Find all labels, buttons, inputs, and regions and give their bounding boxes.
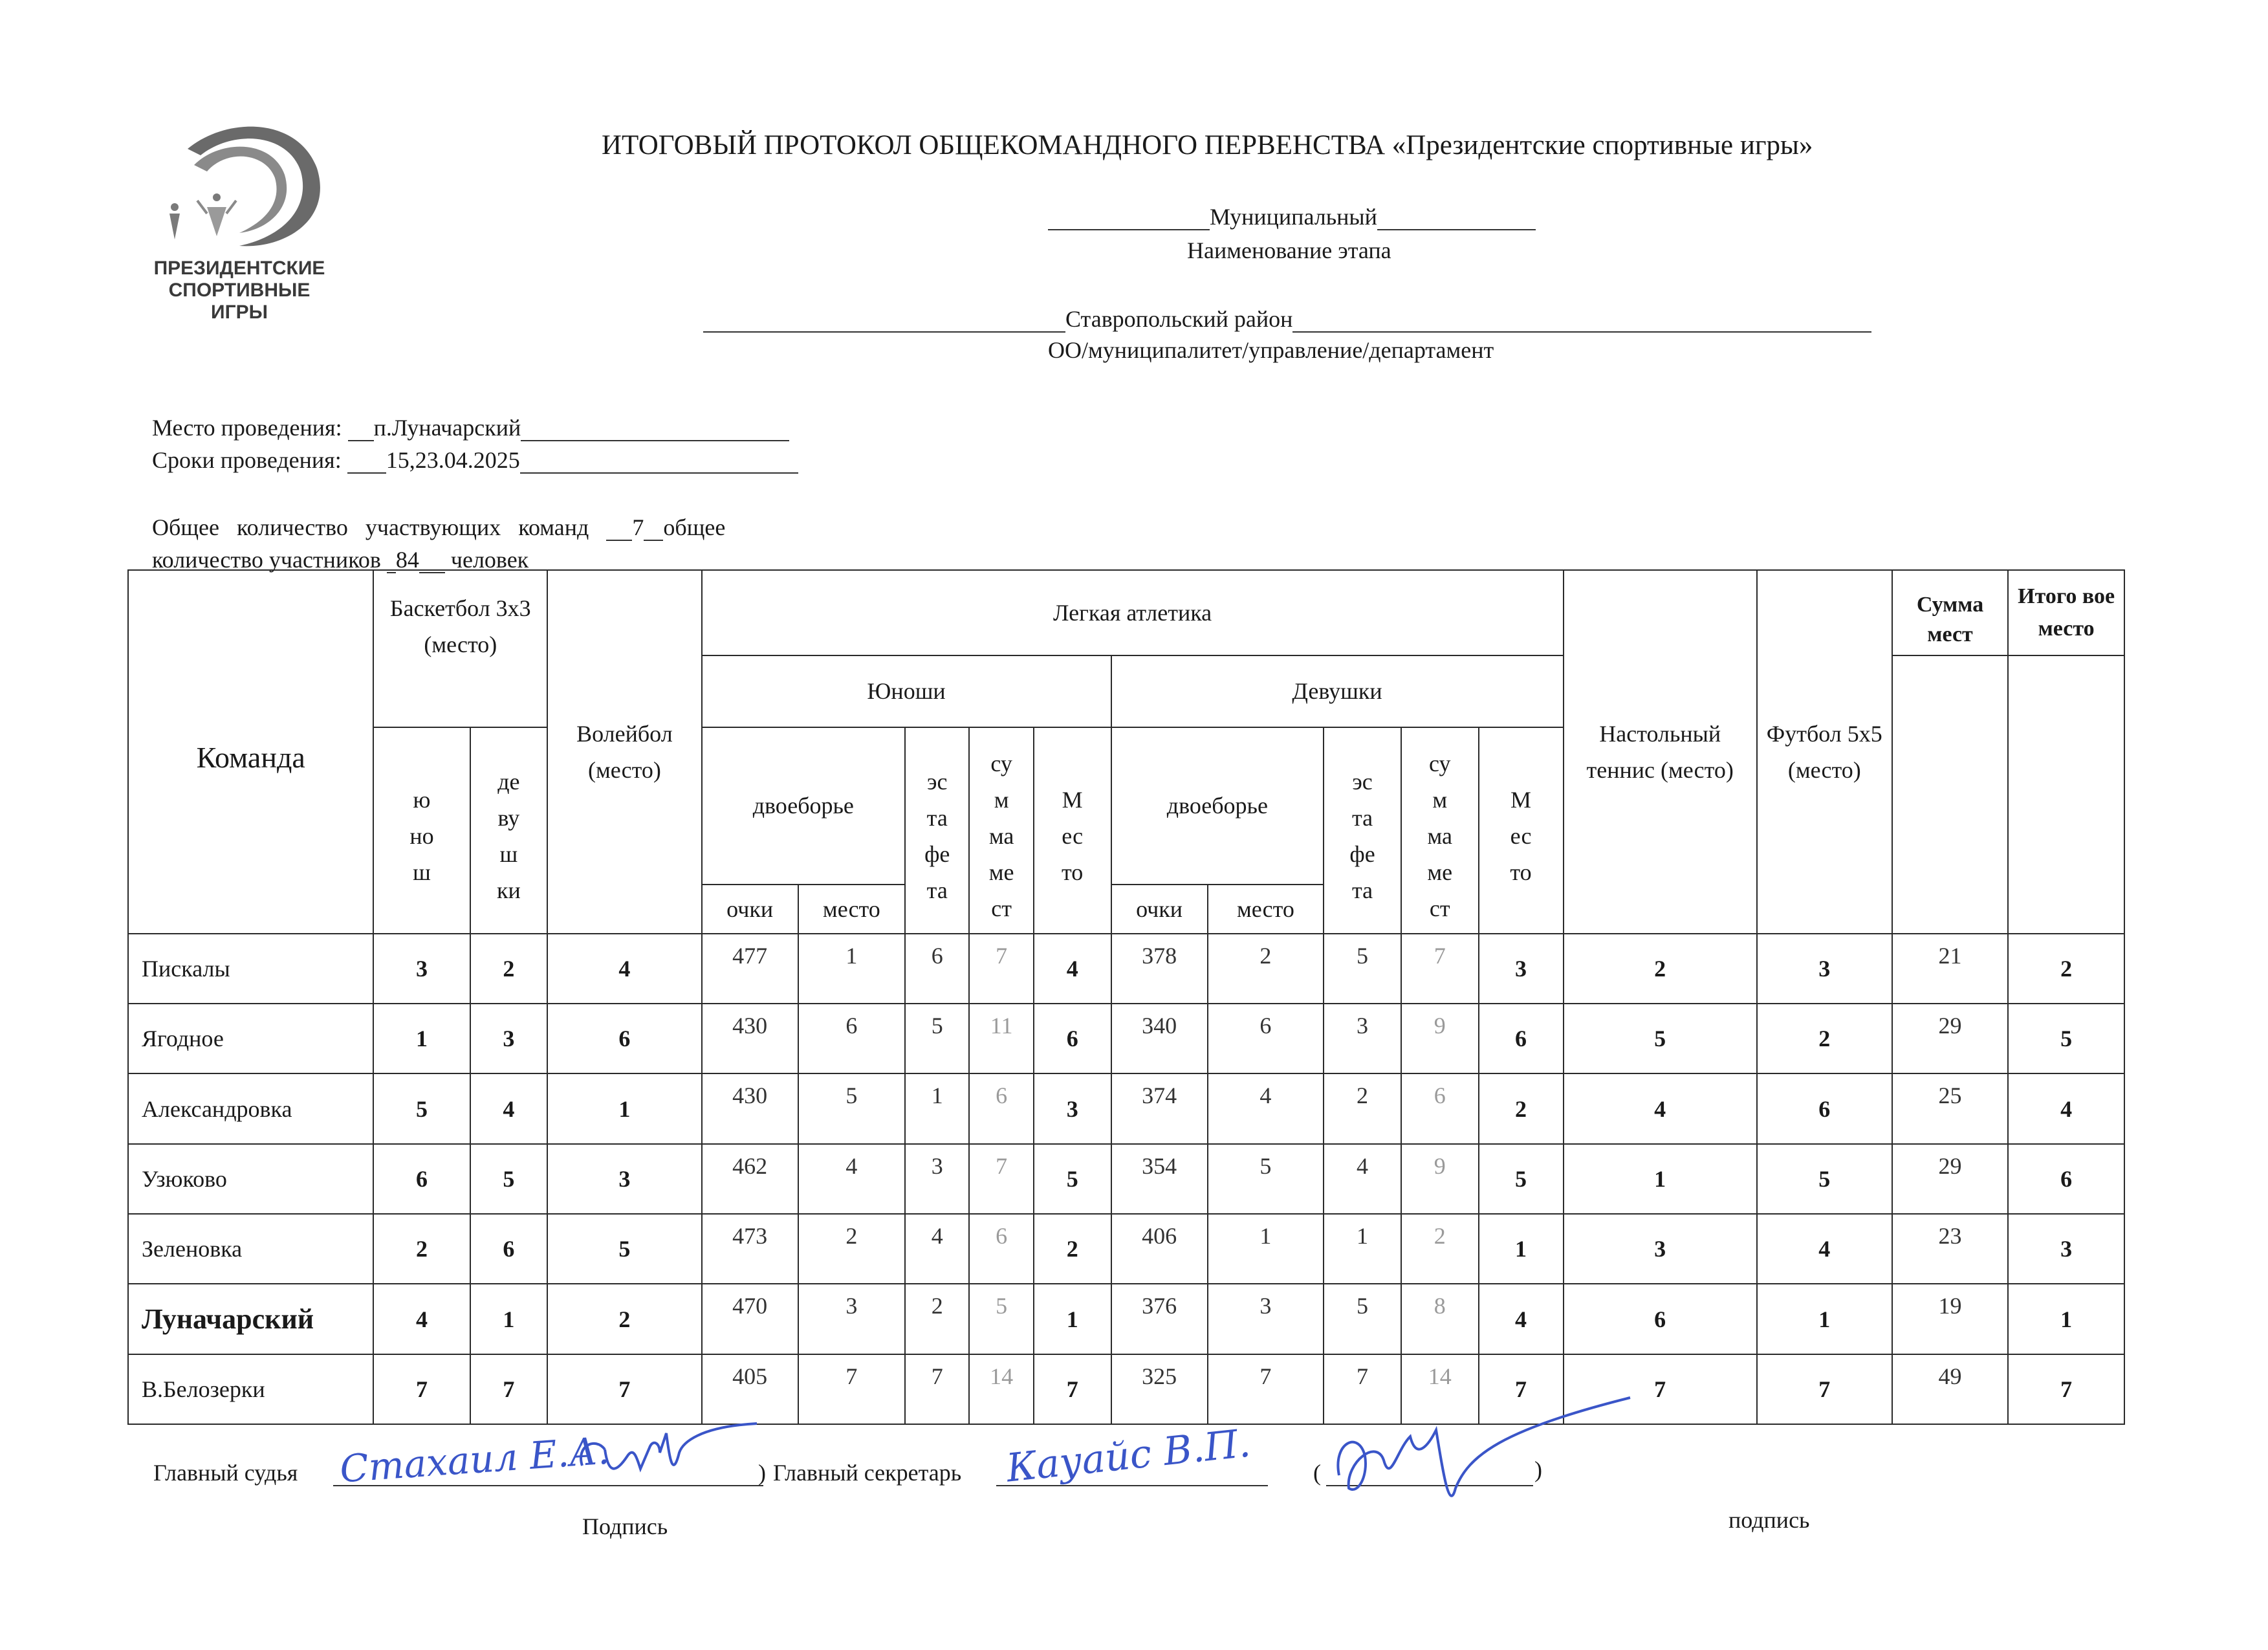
header-basketball-girls: де ву ш ки — [470, 727, 548, 934]
participants-prefix: количество участников — [152, 547, 381, 573]
cell-bb-b: 7 — [373, 1354, 470, 1424]
cell-gr: 4 — [1324, 1144, 1401, 1214]
cell-gb-pts: 374 — [1111, 1073, 1208, 1143]
cell-sum: 25 — [1892, 1073, 2009, 1143]
teams-count: 7 — [632, 514, 644, 540]
cell-fb: 2 — [1757, 1004, 1892, 1073]
cell-fb: 4 — [1757, 1214, 1892, 1284]
header-maidens-relay: эс та фе та — [1324, 727, 1401, 934]
cell-gp: 7 — [1479, 1354, 1564, 1424]
header-youths-sum: су м ма ме ст — [969, 727, 1033, 934]
presidential-games-logo — [129, 110, 349, 343]
cell-yb-pl: 7 — [798, 1354, 905, 1424]
venue-value: п.Луначарский — [373, 415, 521, 441]
venue-line — [152, 412, 789, 441]
cell-yp: 4 — [1034, 934, 1111, 1004]
header-maidens-points: очки — [1111, 885, 1208, 934]
cell-yr: 4 — [905, 1214, 969, 1284]
sign-caption-1: Подпись — [582, 1513, 668, 1539]
cell-yr: 1 — [905, 1073, 969, 1143]
header-basketball: Баскетбол 3х3 (место) — [373, 570, 547, 727]
header-youths-points: очки — [702, 885, 798, 934]
participants-suffix: человек — [450, 547, 529, 573]
cell-final: 4 — [2008, 1073, 2124, 1143]
venue-label: Место проведения: — [152, 415, 342, 441]
team-name-cell: Луначарский — [128, 1284, 373, 1354]
teams-count-line — [152, 511, 725, 541]
cell-ys: 6 — [969, 1214, 1033, 1284]
cell-gb-pl: 2 — [1208, 934, 1324, 1004]
cell-bb-b: 5 — [373, 1073, 470, 1143]
judge-signature: Стахаил Е.А. — [338, 1428, 611, 1491]
cell-gs: 9 — [1401, 1144, 1479, 1214]
cell-yp: 2 — [1034, 1214, 1111, 1284]
logo-text: ПРЕЗИДЕНТСКИЕ СПОРТИВНЫЕ ИГРЫ — [153, 258, 325, 323]
cell-yp: 1 — [1034, 1284, 1111, 1354]
cell-gr: 2 — [1324, 1073, 1401, 1143]
header-youths-relay: эс та фе та — [905, 727, 969, 934]
table-row — [128, 1354, 2124, 1424]
cell-ys: 6 — [969, 1073, 1033, 1143]
stage-caption: Наименование этапа — [1187, 237, 1391, 263]
cell-yr: 5 — [905, 1004, 969, 1073]
cell-final: 5 — [2008, 1004, 2124, 1073]
dates-line — [152, 444, 798, 474]
judge-label: Главный судья — [153, 1460, 298, 1486]
cell-ys: 7 — [969, 934, 1033, 1004]
cell-tt: 1 — [1564, 1144, 1757, 1214]
stage-value: Муниципальный — [1210, 204, 1377, 230]
secretary-signature: Кауайс В.П. — [1004, 1420, 1253, 1491]
cell-ys: 11 — [969, 1004, 1033, 1073]
cell-gb-pts: 378 — [1111, 934, 1208, 1004]
header-final-place: Итого вое место — [2008, 570, 2124, 655]
cell-bb-g: 4 — [470, 1073, 548, 1143]
cell-final: 6 — [2008, 1144, 2124, 1214]
cell-fb: 3 — [1757, 934, 1892, 1004]
secretary-close-paren: ) — [1534, 1457, 1542, 1482]
judge-close-paren: ) — [758, 1460, 766, 1486]
cell-final: 1 — [2008, 1284, 2124, 1354]
cell-yb-pts: 470 — [702, 1284, 798, 1354]
cell-final: 2 — [2008, 934, 2124, 1004]
stage-line — [1048, 201, 1536, 230]
cell-yb-pts: 430 — [702, 1004, 798, 1073]
table-row — [128, 1073, 2124, 1143]
secretary-label: Главный секретарь — [773, 1460, 962, 1486]
cell-vb: 7 — [547, 1354, 701, 1424]
org-line — [703, 303, 1871, 333]
cell-tt: 4 — [1564, 1073, 1757, 1143]
cell-gp: 4 — [1479, 1284, 1564, 1354]
cell-gb-pts: 354 — [1111, 1144, 1208, 1214]
cell-gp: 1 — [1479, 1214, 1564, 1284]
cell-sum: 23 — [1892, 1214, 2009, 1284]
cell-gr: 3 — [1324, 1004, 1401, 1073]
header-sum-total: Сумма мест — [1892, 570, 2009, 655]
cell-vb: 4 — [547, 934, 701, 1004]
cell-gb-pts: 340 — [1111, 1004, 1208, 1073]
cell-sum: 21 — [1892, 934, 2009, 1004]
team-name-cell: Пискалы — [128, 934, 373, 1004]
cell-sum: 29 — [1892, 1144, 2009, 1214]
cell-yr: 6 — [905, 934, 969, 1004]
table-row — [128, 934, 2124, 1004]
cell-gr: 1 — [1324, 1214, 1401, 1284]
header-youths-place: М ес то — [1034, 727, 1111, 934]
header-maidens-biathlon: двоеборье — [1111, 727, 1324, 885]
header-maidens-sum: су м ма ме ст — [1401, 727, 1479, 934]
cell-fb: 1 — [1757, 1284, 1892, 1354]
cell-vb: 1 — [547, 1073, 701, 1143]
cell-ys: 7 — [969, 1144, 1033, 1214]
cell-sum: 19 — [1892, 1284, 2009, 1354]
team-name-cell: Зеленовка — [128, 1214, 373, 1284]
cell-gb-pts: 376 — [1111, 1284, 1208, 1354]
cell-yb-pl: 4 — [798, 1144, 905, 1214]
cell-gp: 2 — [1479, 1073, 1564, 1143]
org-caption: ОО/муниципалитет/управление/департамент — [1048, 337, 1494, 363]
cell-gb-pl: 6 — [1208, 1004, 1324, 1073]
cell-tt: 3 — [1564, 1214, 1757, 1284]
cell-bb-g: 2 — [470, 934, 548, 1004]
cell-yb-pts: 473 — [702, 1214, 798, 1284]
cell-gp: 6 — [1479, 1004, 1564, 1073]
header-youths-biathlon-place: место — [798, 885, 905, 934]
header-basketball-boys: ю но ш — [373, 727, 470, 934]
cell-gr: 5 — [1324, 934, 1401, 1004]
header-team: Команда — [128, 570, 373, 934]
cell-yb-pl: 2 — [798, 1214, 905, 1284]
cell-yb-pts: 430 — [702, 1073, 798, 1143]
cell-gp: 3 — [1479, 934, 1564, 1004]
cell-tt: 6 — [1564, 1284, 1757, 1354]
cell-sum: 49 — [1892, 1354, 2009, 1424]
cell-yb-pts: 462 — [702, 1144, 798, 1214]
table-row — [128, 1004, 2124, 1073]
cell-final: 3 — [2008, 1214, 2124, 1284]
header-maidens-biathlon-place: место — [1208, 885, 1324, 934]
cell-yp: 7 — [1034, 1354, 1111, 1424]
cell-yp: 3 — [1034, 1073, 1111, 1143]
cell-bb-b: 4 — [373, 1284, 470, 1354]
logo-emblem-icon — [129, 110, 349, 259]
cell-gb-pl: 1 — [1208, 1214, 1324, 1284]
cell-final: 7 — [2008, 1354, 2124, 1424]
cell-gb-pts: 325 — [1111, 1354, 1208, 1424]
cell-gs: 2 — [1401, 1214, 1479, 1284]
team-name-cell: Александровка — [128, 1073, 373, 1143]
cell-bb-b: 3 — [373, 934, 470, 1004]
team-name-cell: В.Белозерки — [128, 1354, 373, 1424]
cell-bb-b: 2 — [373, 1214, 470, 1284]
cell-gr: 7 — [1324, 1354, 1401, 1424]
cell-gb-pl: 4 — [1208, 1073, 1324, 1143]
secretary-open-paren: ( — [1313, 1460, 1321, 1486]
cell-sum: 29 — [1892, 1004, 2009, 1073]
header-volleyball: Волейбол (место) — [547, 570, 701, 934]
table-row — [128, 1144, 2124, 1214]
cell-gb-pts: 406 — [1111, 1214, 1208, 1284]
cell-ys: 5 — [969, 1284, 1033, 1354]
header-maidens: Девушки — [1111, 655, 1564, 727]
cell-tt: 5 — [1564, 1004, 1757, 1073]
cell-yb-pl: 1 — [798, 934, 905, 1004]
cell-gb-pl: 7 — [1208, 1354, 1324, 1424]
results-table — [127, 569, 2125, 1425]
results-rows — [128, 934, 2124, 1424]
cell-tt: 7 — [1564, 1354, 1757, 1424]
cell-vb: 5 — [547, 1214, 701, 1284]
cell-bb-g: 3 — [470, 1004, 548, 1073]
cell-gs: 8 — [1401, 1284, 1479, 1354]
header-maidens-place: М ес то — [1479, 727, 1564, 934]
cell-gr: 5 — [1324, 1284, 1401, 1354]
table-row — [128, 1284, 2124, 1354]
header-sum-empty — [1892, 655, 2009, 934]
cell-bb-b: 6 — [373, 1144, 470, 1214]
cell-yr: 2 — [905, 1284, 969, 1354]
cell-gp: 5 — [1479, 1144, 1564, 1214]
cell-yr: 3 — [905, 1144, 969, 1214]
cell-yp: 5 — [1034, 1144, 1111, 1214]
team-name-cell: Узюково — [128, 1144, 373, 1214]
cell-ys: 14 — [969, 1354, 1033, 1424]
header-football: Футбол 5х5 (место) — [1757, 570, 1892, 934]
org-value: Ставропольский район — [1065, 306, 1293, 332]
secretary-handwritten-signature — [1320, 1391, 1643, 1521]
cell-tt: 2 — [1564, 934, 1757, 1004]
table-row — [128, 1214, 2124, 1284]
cell-gs: 7 — [1401, 934, 1479, 1004]
judge-handwritten-signature — [569, 1420, 763, 1491]
dates-value: 15,23.04.2025 — [386, 447, 520, 473]
page-title: ИТОГОВЫЙ ПРОТОКОЛ ОБЩЕКОМАНДНОГО ПЕРВЕНСТВА «Президентские спортивные игры» — [602, 130, 1813, 160]
dates-label: Сроки проведения: — [152, 447, 342, 473]
sign-caption-2: подпись — [1728, 1507, 1810, 1533]
cell-bb-g: 6 — [470, 1214, 548, 1284]
cell-yb-pts: 405 — [702, 1354, 798, 1424]
header-athletics: Легкая атлетика — [702, 570, 1564, 655]
cell-bb-g: 5 — [470, 1144, 548, 1214]
cell-yr: 7 — [905, 1354, 969, 1424]
header-final-empty — [2008, 655, 2124, 934]
cell-gb-pl: 5 — [1208, 1144, 1324, 1214]
participants-count: 84 — [395, 547, 419, 573]
cell-vb: 6 — [547, 1004, 701, 1073]
header-youths-biathlon: двоеборье — [702, 727, 905, 885]
header-youths: Юноши — [702, 655, 1111, 727]
teams-line-prefix: Общее количество участвующих команд — [152, 514, 589, 540]
cell-vb: 3 — [547, 1144, 701, 1214]
cell-yp: 6 — [1034, 1004, 1111, 1073]
cell-gs: 14 — [1401, 1354, 1479, 1424]
cell-yb-pts: 477 — [702, 934, 798, 1004]
cell-gs: 9 — [1401, 1004, 1479, 1073]
cell-bb-g: 7 — [470, 1354, 548, 1424]
cell-gs: 6 — [1401, 1073, 1479, 1143]
cell-fb: 5 — [1757, 1144, 1892, 1214]
cell-fb: 6 — [1757, 1073, 1892, 1143]
cell-vb: 2 — [547, 1284, 701, 1354]
teams-line-suffix: общее — [663, 514, 726, 540]
cell-yb-pl: 5 — [798, 1073, 905, 1143]
cell-yb-pl: 3 — [798, 1284, 905, 1354]
cell-bb-b: 1 — [373, 1004, 470, 1073]
team-name-cell: Ягодное — [128, 1004, 373, 1073]
cell-gb-pl: 3 — [1208, 1284, 1324, 1354]
cell-yb-pl: 6 — [798, 1004, 905, 1073]
cell-bb-g: 1 — [470, 1284, 548, 1354]
cell-fb: 7 — [1757, 1354, 1892, 1424]
header-table-tennis: Настольный теннис (место) — [1564, 570, 1757, 934]
